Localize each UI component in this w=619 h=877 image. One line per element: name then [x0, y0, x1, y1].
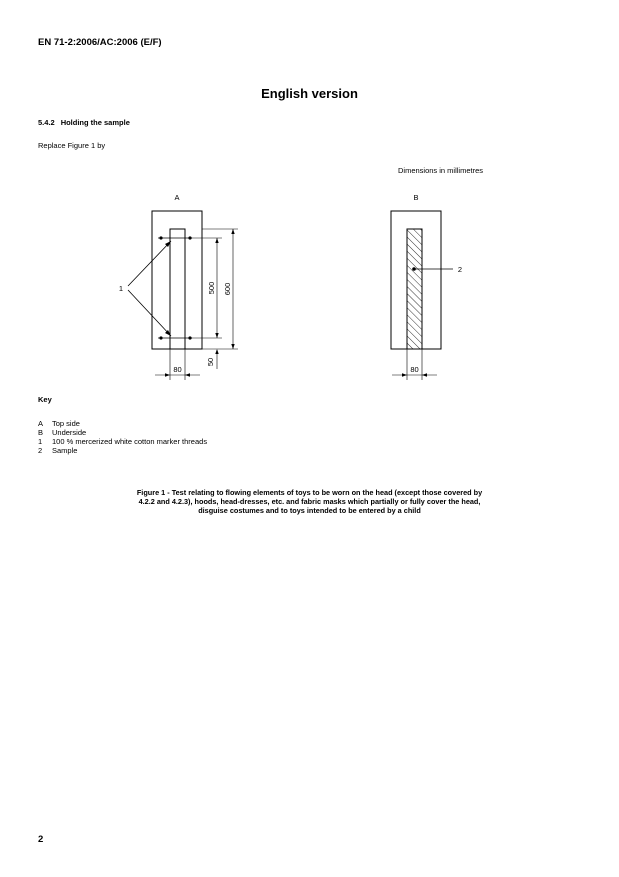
key-text: 100 % mercerized white cotton marker threads: [52, 437, 208, 446]
arrowhead: [231, 344, 234, 349]
arrowhead: [165, 373, 170, 376]
marker-dot: [159, 236, 162, 239]
page-number: 2: [38, 834, 44, 845]
dimension-50-label: 50: [206, 357, 215, 367]
clause-heading: [38, 118, 130, 127]
arrowhead: [215, 349, 218, 354]
key-code: 2: [38, 446, 43, 455]
dimension-80-a-label: 80: [173, 365, 182, 374]
key-item: [38, 428, 207, 437]
marker-dot: [188, 336, 191, 339]
caption-line: disguise costumes and to toys intended to be entered by a child: [198, 506, 421, 515]
figure-caption: [60, 488, 559, 515]
key-text: Underside: [52, 428, 87, 437]
clause-number: 5.4.2: [38, 118, 55, 127]
marker-dot: [159, 336, 162, 339]
panel-b-label: B: [413, 193, 419, 202]
arrowhead: [402, 373, 407, 376]
dimension-600-label: 600: [223, 282, 232, 296]
dimension-500-label: 500: [207, 281, 216, 295]
key-title: Key: [38, 395, 52, 404]
key-list: [38, 419, 207, 455]
document-id: EN 71-2:2006/AC:2006 (E/F): [38, 37, 162, 48]
leader-line: [128, 241, 171, 286]
panel-a-sample-strip: [170, 229, 185, 349]
arrowhead: [422, 373, 427, 376]
key-item: [38, 446, 207, 455]
key-code: 1: [38, 437, 43, 446]
key-code: B: [38, 428, 44, 437]
panel-b-hatched-sample: [407, 229, 422, 349]
arrowhead: [185, 373, 190, 376]
arrowhead: [215, 333, 218, 338]
dimensions-note: Dimensions in millimetres: [398, 166, 484, 175]
panel-a-label: A: [174, 193, 180, 202]
clause-title: Holding the sample: [60, 118, 130, 127]
key-item: [38, 419, 207, 428]
key-code: A: [38, 419, 44, 428]
key-text: Sample: [52, 446, 78, 455]
arrowhead: [215, 238, 218, 243]
panel-a-frame: [152, 211, 202, 349]
version-title: English version: [261, 86, 358, 101]
instruction-text: Replace Figure 1 by: [38, 141, 106, 150]
marker-dot: [188, 236, 191, 239]
leader-line: [128, 290, 171, 336]
callout-2-label: 2: [457, 265, 463, 274]
figure-1-drawing: [0, 185, 619, 385]
key-item: [38, 437, 207, 446]
key-text: Top side: [52, 419, 80, 428]
dimension-80-b-label: 80: [410, 365, 419, 374]
arrowhead: [231, 229, 234, 234]
callout-1-label: 1: [118, 284, 124, 293]
caption-line: 4.2.2 and 4.2.3), hoods, head-dresses, etc. and fabric masks which partially or fully cover the head,: [138, 497, 481, 506]
caption-line: Figure 1 - Test relating to flowing elements of toys to be worn on the head (except those covered by: [136, 488, 483, 497]
